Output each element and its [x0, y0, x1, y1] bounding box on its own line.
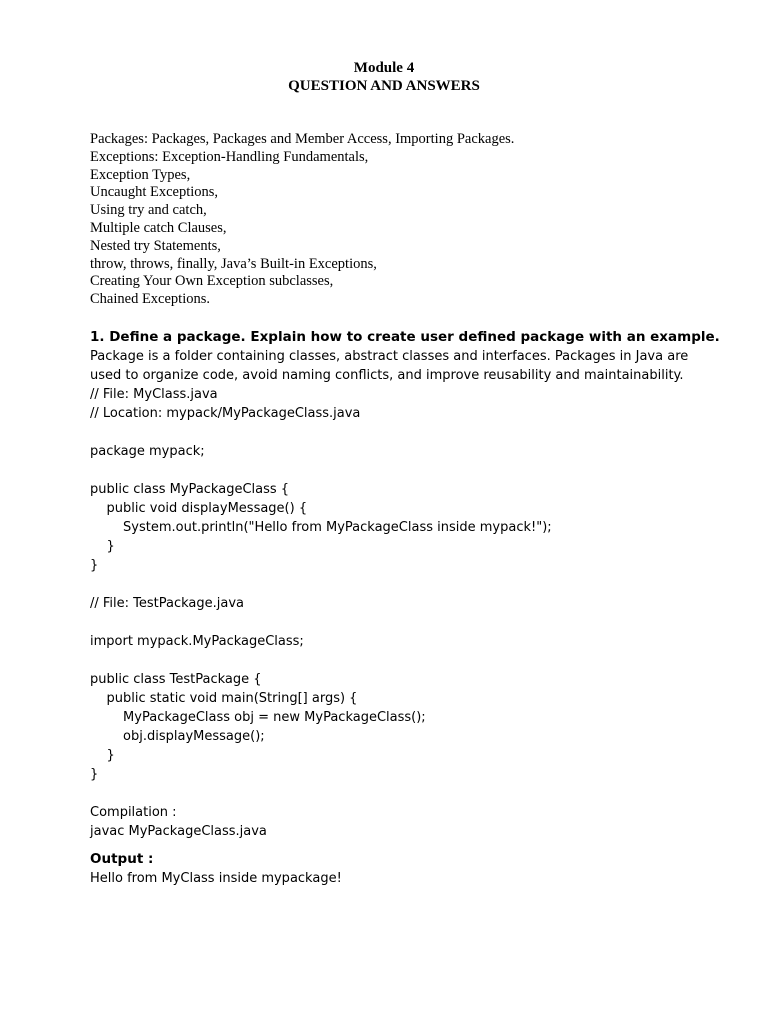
topic-line: Creating Your Own Exception subclasses,	[90, 273, 334, 290]
code-line	[90, 461, 700, 480]
code-line	[90, 784, 700, 803]
answer-paragraph: Package is a folder containing classes, abstract classes and interfaces. Packages in Java are used to organize code, avoid naming conflicts, and improve reusability and maintainability.	[90, 349, 689, 383]
code-line: // File: MyClass.java	[90, 387, 218, 402]
module-title: Module 4	[353, 60, 415, 76]
code-line: MyPackageClass obj = new MyPackageClass();	[90, 710, 426, 725]
code-line: public void displayMessage() {	[90, 501, 308, 516]
code-line: // Location: mypack/MyPackageClass.java	[90, 406, 361, 421]
code-example	[90, 385, 700, 841]
topic-line: Multiple catch Clauses,	[90, 219, 227, 236]
code-line: public class MyPackageClass {	[90, 482, 290, 497]
code-line: }	[90, 539, 115, 554]
code-line: System.out.println("Hello from MyPackageClass inside mypack!");	[90, 520, 552, 535]
topic-line: throw, throws, finally, Java’s Built-in Exceptions,	[90, 255, 377, 272]
code-line: // File: TestPackage.java	[90, 596, 245, 611]
code-line: }	[90, 767, 99, 782]
output-text: Hello from MyClass inside mypackage!	[90, 871, 342, 886]
code-line: }	[90, 558, 99, 573]
topic-line: Using try and catch,	[90, 202, 207, 219]
code-line: public class TestPackage {	[90, 672, 262, 687]
code-line: public static void main(String[] args) {	[90, 691, 358, 706]
code-line: obj.displayMessage();	[90, 729, 265, 744]
code-line	[90, 613, 700, 632]
topic-line: Chained Exceptions.	[90, 291, 211, 308]
code-line	[90, 575, 700, 594]
code-line	[90, 651, 700, 670]
code-line: import mypack.MyPackageClass;	[90, 634, 304, 649]
topic-line: Exception Types,	[90, 166, 191, 183]
topics-list	[90, 131, 710, 309]
code-line: Compilation :	[90, 805, 177, 820]
topic-line: Uncaught Exceptions,	[90, 184, 219, 201]
code-line: }	[90, 748, 115, 763]
question-heading: 1. Define a package. Explain how to create user defined package with an example.	[90, 329, 720, 345]
output-heading: Output :	[90, 851, 154, 867]
code-line: package mypack;	[90, 444, 205, 459]
topic-line: Packages: Packages, Packages and Member Access, Importing Packages.	[90, 131, 515, 147]
topic-line: Nested try Statements,	[90, 237, 221, 254]
question-1-section	[90, 327, 720, 888]
code-line	[90, 423, 700, 442]
code-line: javac MyPackageClass.java	[90, 824, 267, 839]
topic-line: Exceptions: Exception-Handling Fundamentals,	[90, 148, 369, 165]
document-subtitle: QUESTION AND ANSWERS	[288, 78, 480, 94]
